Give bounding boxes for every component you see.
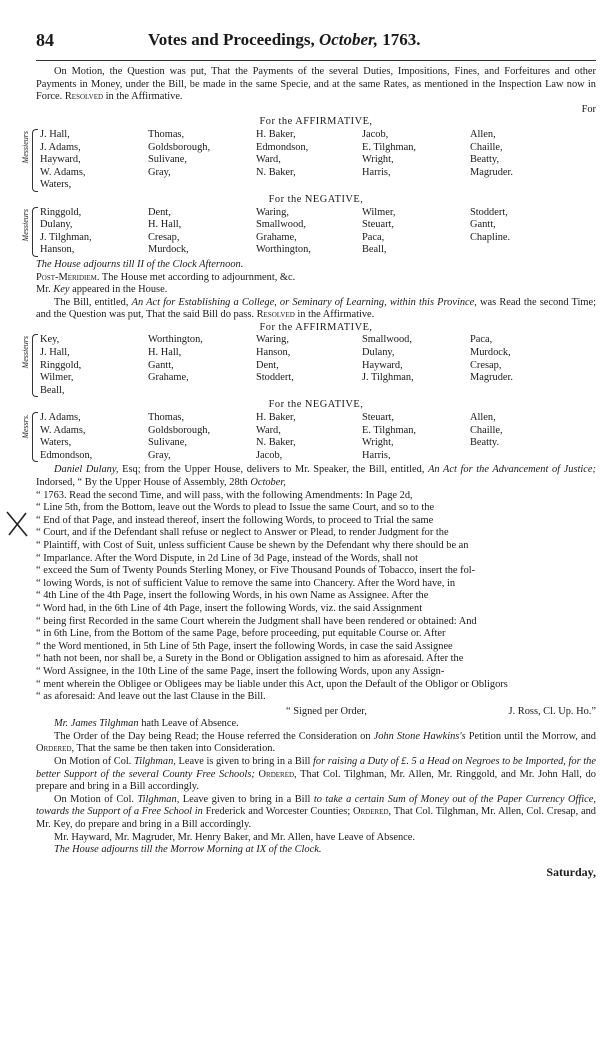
motion-mid: Leave given to bring in a Bill	[182, 793, 311, 805]
handwritten-x-mark	[4, 510, 30, 538]
ordered-label: Ordered,	[353, 806, 392, 818]
running-title-main: Votes and Proceedings,	[148, 30, 315, 49]
member-name: Ward,	[256, 424, 281, 436]
dulany-bill-title: An Act for the Advancement of Justice;	[428, 464, 596, 476]
member-name: Stoddert,	[470, 206, 508, 218]
member-name: Key,	[40, 334, 60, 346]
member-name: H. Baker,	[256, 128, 296, 140]
member-name: H. Hall,	[148, 347, 182, 359]
page-header	[36, 30, 596, 60]
vote2-affirmative-list	[21, 334, 596, 397]
member-name: Cresap,	[470, 359, 502, 371]
leave-text: hath Leave of Absence.	[141, 718, 239, 730]
vote1-affirmative-heading: For the AFFIRMATIVE,	[259, 116, 373, 128]
member-name: J. Adams,	[40, 141, 81, 153]
member-name: Steuart,	[362, 412, 395, 424]
member-name: Grahame,	[256, 231, 297, 243]
name-grid	[36, 334, 596, 397]
member-name	[470, 244, 580, 257]
key-appeared-text: appeared in the House.	[72, 284, 168, 296]
amendment-line: “ ment wherein the Obligee or Obligees may be liable under this Act, upon the Default of the Obligor or Obligors	[36, 678, 508, 690]
amendment-line: “ as aforesaid: And leave out the last Clause in the Bill.	[36, 691, 266, 703]
messieurs-label: Messieurs	[21, 208, 30, 241]
motion-tail: in the Affirmative.	[105, 91, 183, 103]
order-day-paragraph	[36, 731, 596, 756]
resolved-label: Resolved	[64, 91, 104, 103]
member-name: Magruder.	[470, 166, 513, 178]
member-name: Tilghman,	[137, 793, 180, 805]
petition-name: John Stone Hawkins's	[373, 730, 466, 742]
motion-mid: Leave is given to bring in a Bill	[178, 756, 311, 768]
member-name: Dent,	[256, 359, 279, 371]
member-name	[148, 179, 256, 192]
member-name: Chaille,	[470, 141, 503, 153]
member-name: Goldsborough,	[148, 141, 211, 153]
member-name: Gantt,	[148, 359, 174, 371]
amendment-line: “ in 6th Line, from the Bottom of the same Page, before proceeding, put equitable Course or. After	[36, 628, 446, 640]
member-name: Cresap,	[148, 231, 180, 243]
resolved-label: Resolved	[256, 309, 295, 321]
member-name: Hanson,	[256, 347, 291, 359]
bill-title: An Act for Establishing a College, or Seminary of Learning, within this Province,	[131, 296, 477, 308]
member-name: Smallwood,	[256, 219, 306, 231]
amendment-line: “ Imparlance. After the Word Dispute, in 2d Line of 3d Page, instead of the Words, shall not	[36, 552, 419, 564]
motion-pre: On Motion of Col.	[54, 756, 132, 768]
member-name: Dent,	[148, 206, 171, 218]
member-name: Edmondson,	[40, 449, 93, 461]
key-appeared-line: Mr. Key appeared in the House.	[36, 284, 168, 296]
member-name: W. Adams,	[40, 424, 86, 436]
member-name: Paca,	[362, 231, 385, 243]
member-name	[470, 385, 580, 398]
member-name	[148, 385, 256, 398]
member-name: Tilghman,	[134, 756, 176, 768]
member-name: Hayward,	[362, 359, 403, 371]
member-name: Waters,	[40, 179, 72, 191]
post-meridiem-line	[36, 272, 596, 285]
brace	[32, 129, 38, 192]
member-name: Gantt,	[470, 219, 496, 231]
motion-pre: On Motion of Col.	[54, 793, 134, 805]
member-name: Harris,	[362, 166, 391, 178]
member-name: J. Adams,	[40, 412, 81, 424]
vote2-affirmative-heading: For the AFFIRMATIVE,	[259, 321, 373, 333]
footer	[36, 857, 596, 880]
member-name: Harris,	[362, 449, 391, 461]
member-name	[362, 179, 470, 192]
member-name: Smallwood,	[362, 334, 412, 346]
member-name: Hanson,	[40, 244, 75, 256]
member-name: Wright,	[362, 437, 394, 449]
bill-paragraph	[36, 297, 596, 322]
member-name: Ringgold,	[40, 206, 82, 218]
member-name: Key	[53, 284, 70, 296]
amendment-line: “ Court, and if the Defendant shall refuse or neglect to Answer or Plead, to render Judgment for the	[36, 527, 449, 539]
ordered-label: Ordered,	[258, 768, 297, 780]
member-name: Murdock,	[470, 347, 511, 359]
name-grid	[36, 207, 596, 257]
bill-title: to take a certain Sum of Money out of the Paper Currency Office, towards the Support of a Free School in	[36, 793, 596, 818]
member-name: Jacob,	[256, 449, 283, 461]
member-name: E. Tilghman,	[362, 141, 416, 153]
vote2-negative-list	[21, 412, 596, 462]
member-name: H. Hall,	[148, 219, 182, 231]
signature-line	[36, 706, 596, 719]
member-name: Hayward,	[40, 154, 81, 166]
amendment-line: “ Word Assignee, in the 10th Line of the same Page, insert the following Words, upon any Assign-	[36, 665, 445, 677]
clerk-signature: J. Ross, Cl. Up. Ho.”	[508, 705, 596, 717]
member-name: Sulivane,	[148, 154, 187, 166]
leave-absence-line: Mr. Hayward, Mr. Magruder, Mr. Henry Baker, and Mr. Allen, have Leave of Absence.	[54, 831, 416, 843]
member-name: N. Baker,	[256, 166, 296, 178]
member-name: Beatty,	[470, 154, 500, 166]
brace	[32, 334, 38, 397]
order-day-post: Petition until the Morrow, and	[468, 730, 596, 742]
member-name: Chaille,	[470, 424, 503, 436]
member-name	[256, 179, 362, 192]
member-name: J. Hall,	[40, 128, 70, 140]
header-rule	[36, 60, 596, 61]
member-name: Beall,	[40, 384, 65, 396]
amendment-line: “ being first Recorded in the same Court wherein the Judgment shall have been rendered or obtained: And	[36, 615, 477, 627]
amendment-line: “ hath not been, nor shall be, a Surety in the Bond or Obligation assigned to him as aforesaid. After the	[36, 653, 464, 665]
bill-tail: in the Affirmative.	[297, 309, 375, 321]
order-day-tail: That the same be then taken into Consideration.	[76, 743, 276, 755]
amendment-line: “ exceed the Sum of Twenty Pounds Sterling Money, or Five Thousand Pounds of Tobacco, insert the fol-	[36, 565, 476, 577]
motion-text: On Motion, the Question was put, That the Payments of the several Duties, Impositions, Fines, and Forfeitures and other Payments in Money, under the Bill, be made in the same Specie, and at the same Rates, as mentioned in the Inspection Law now in Force.	[36, 66, 596, 103]
member-name	[362, 385, 470, 398]
motion-tail: That Col. Tilghman, Mr. Allen, Mr. Ringgold, and Mr. John Hall, do prepare and bring in a Bill accordingly.	[36, 768, 596, 793]
adjournment-note-2: The House adjourns till the Morrow Morning at IX of the Clock.	[54, 844, 322, 856]
member-name: Thomas,	[148, 128, 185, 140]
running-title	[148, 30, 421, 49]
amendment-line: “ 1763. Read the second Time, and will pass, with the following Amendments: In Page 2d,	[36, 489, 413, 501]
messieurs-label: Messieurs	[21, 130, 30, 164]
member-name: Allen,	[470, 412, 496, 424]
vote1-negative-heading: For the NEGATIVE,	[268, 193, 364, 205]
member-name: Waring,	[256, 334, 289, 346]
member-name: Sulivane,	[148, 437, 187, 449]
amendment-line: “ End of that Page, and instead thereof, insert the following Words, to proceed to Trial the same	[36, 514, 434, 526]
member-name: Beatty.	[470, 437, 500, 449]
member-name: J. Tilghman,	[40, 231, 92, 243]
amendment-line: “ the Word mentioned, in 5th Line of 5th Page, insert the following Words, in case the said Assignee	[36, 640, 453, 652]
page-number: 84	[36, 30, 54, 50]
member-name	[470, 179, 580, 192]
member-name: Thomas,	[148, 412, 185, 424]
member-name: Jacob,	[362, 128, 389, 140]
member-name: Murdock,	[148, 244, 189, 256]
member-name: Allen,	[470, 128, 496, 140]
member-name: Waters,	[40, 437, 72, 449]
member-name: W. Adams,	[40, 166, 86, 178]
name-grid	[36, 129, 596, 192]
tilghman-leave-line	[36, 718, 596, 731]
member-name: Goldsborough,	[148, 424, 211, 436]
messieurs-label: Messieurs	[21, 336, 30, 369]
member-name: H. Baker,	[256, 412, 296, 424]
member-name: Worthington,	[256, 244, 311, 256]
ordered-label: Ordered,	[36, 743, 75, 755]
member-name: Stoddert,	[256, 372, 294, 384]
adjournment-note: The House adjourns till II of the Clock Afternoon.	[36, 258, 244, 270]
member-name: Worthington,	[148, 334, 203, 346]
motion-money-paragraph	[36, 794, 596, 832]
member-name: Magruder.	[470, 372, 513, 384]
vote1-affirmative-list	[21, 128, 596, 192]
member-name: Dulany,	[40, 219, 73, 231]
member-name: Gray,	[148, 449, 171, 461]
bill-post: was Read the second Time; and the Question was put, That the said Bill do pass.	[36, 296, 596, 321]
brace	[32, 412, 38, 462]
amendment-line: “ Line 5th, from the Bottom, leave out the Words to plead to Issue the same Court, and so to the	[36, 502, 435, 514]
amendment-line: “ lowing Words, is not of sufficient Value to remove the same into Chancery. After the Word have, in	[36, 577, 456, 589]
dulany-month: October,	[250, 477, 286, 488]
vote2-negative-heading: For the NEGATIVE,	[268, 399, 364, 411]
member-name: J. Tilghman,	[362, 372, 414, 384]
dulany-name: Daniel Dulany,	[54, 464, 119, 476]
catchword-saturday: Saturday,	[546, 865, 596, 880]
amendment-line: “ Plaintiff, with Cost of Suit, unless sufficient Cause be shewn by the Defendant why there should be an	[36, 539, 469, 551]
member-name: Wright,	[362, 154, 394, 166]
amendment-line: “ 4th Line of the 4th Page, insert the following Words, in his own Name as Assignee. After the	[36, 590, 429, 602]
page	[21, 30, 596, 880]
motion-duty-paragraph	[36, 756, 596, 794]
vote1-negative-list	[21, 206, 596, 257]
messrs-label: Messrs.	[21, 414, 30, 439]
order-day-pre: The Order of the Day being Read; the House referred the Consideration on	[54, 730, 371, 742]
brace	[32, 207, 38, 257]
member-name: J. Hall,	[40, 347, 70, 359]
member-name	[256, 385, 362, 398]
motion-tail: That Col. Tilghman, Mr. Allen, Col. Cresap, and Mr. Key, do prepare and bring in a Bill accordingly.	[36, 806, 596, 831]
member-name: Paca,	[470, 334, 493, 346]
amendment-line: “ Word had, in the 6th Line of 4th Page, insert the following Words, viz. the said Assignment	[36, 602, 423, 614]
member-name: Gray,	[148, 166, 171, 178]
member-name: Wilmer,	[362, 206, 396, 218]
bill-pre: The Bill, entitled,	[54, 296, 129, 308]
dulany-indorsed: Indorsed, “ By the Upper House of Assembly, 28th	[36, 477, 248, 488]
member-name	[470, 450, 580, 463]
member-name: Beall,	[362, 244, 387, 256]
member-name: Wilmer,	[40, 372, 74, 384]
member-name: Ringgold,	[40, 359, 82, 371]
member-name: Dulany,	[362, 347, 395, 359]
post-meridiem-label: Post-Meridiem.	[36, 271, 100, 283]
member-name: Edmondson,	[256, 141, 309, 153]
member-name: Mr. James Tilghman	[54, 718, 139, 730]
counties: Frederick and Worcester Counties;	[205, 806, 351, 818]
running-title-month: October,	[318, 30, 378, 49]
member-name: Chapline.	[470, 231, 511, 243]
member-name: Grahame,	[148, 372, 189, 384]
dulany-pre: Esq; from the Upper House, delivers to Mr. Speaker, the Bill, entitled,	[122, 464, 425, 476]
name-grid	[36, 412, 596, 462]
amendments-block	[36, 490, 596, 704]
running-title-year: 1763.	[382, 30, 421, 49]
member-name: N. Baker,	[256, 437, 296, 449]
post-meridiem-text: The House met according to adjournment, &c.	[101, 271, 296, 283]
member-name: E. Tilghman,	[362, 424, 416, 436]
member-name: Waring,	[256, 206, 289, 218]
member-name: Ward,	[256, 154, 281, 166]
catchword-for: For	[581, 103, 596, 115]
motion-paragraph	[36, 66, 596, 104]
signed-per-order: “ Signed per Order,	[286, 705, 367, 717]
bill-title: for raising a Duty of £. 5 a Head on Negroes to be Imported, for the better Support of the several County Free Schools;	[36, 756, 596, 780]
member-name: Steuart,	[362, 219, 395, 231]
dulany-paragraph	[36, 464, 596, 489]
